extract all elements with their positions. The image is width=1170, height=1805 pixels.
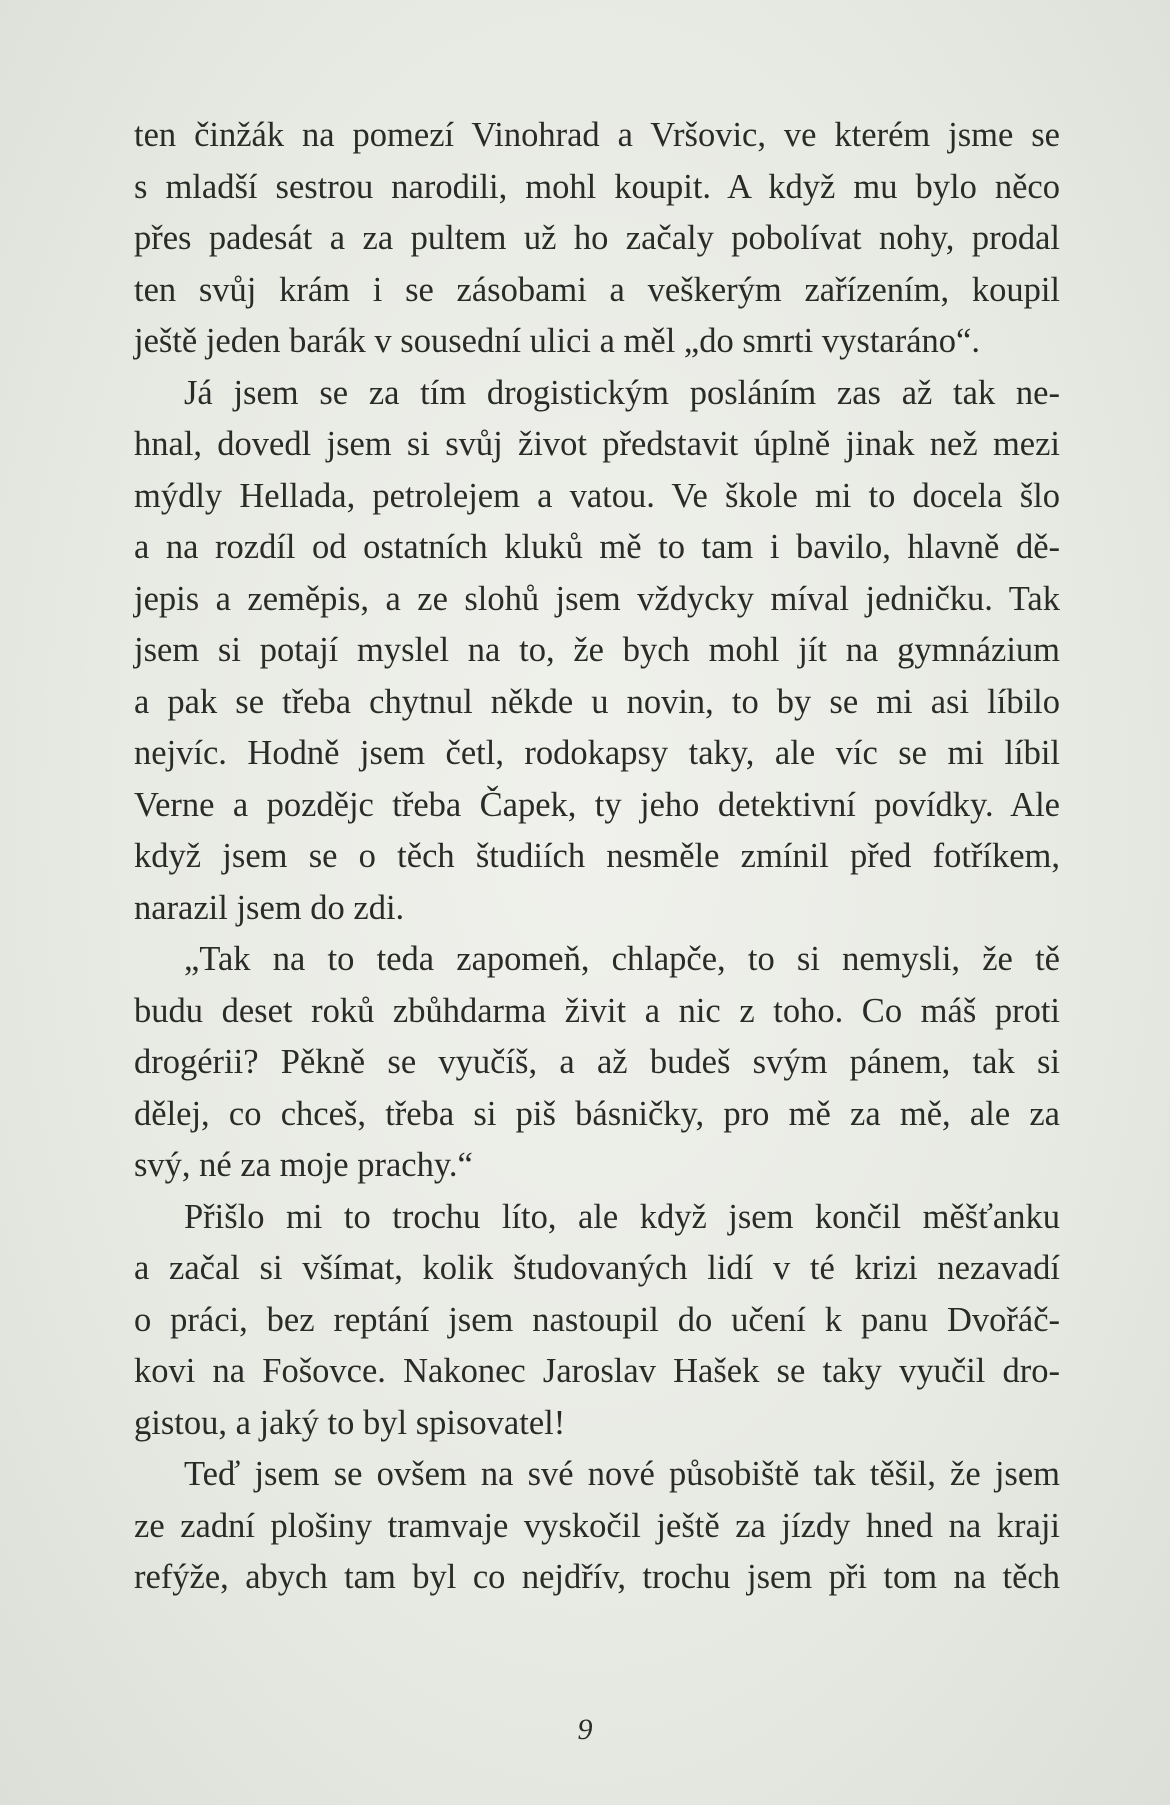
text-line: Verne a pozdějc třeba Čapek, ty jeho detektivní povídky. Ale xyxy=(134,785,1060,824)
text-line: Přišlo mi to trochu líto, ale když jsem končil měšťanku xyxy=(184,1197,1060,1236)
text-line: nejvíc. Hodně jsem četl, rodokapsy taky, ale víc se mi líbil xyxy=(134,734,1060,772)
text-line: a začal si všímat, kolik študovaných lidí v té krizi nezavadí xyxy=(134,1249,1060,1287)
text-line: drogérii? Pěkně se vyučíš, a až budeš svým pánem, tak si xyxy=(134,1043,1060,1081)
text-line: když jsem se o těch študiích nesměle zmínil před fotříkem, xyxy=(134,837,1060,875)
text-line: ten svůj krám i se zásobami a veškerým zařízením, koupil xyxy=(134,270,1060,309)
text-line: gistou, a jaký to byl spisovatel! xyxy=(134,1403,566,1442)
text-line: kovi na Fošovce. Nakonec Jaroslav Hašek se taky vyučil dro- xyxy=(134,1352,1060,1390)
text-line: ještě jeden barák v sousední ulici a měl „do smrti vystaráno“. xyxy=(134,322,980,360)
text-line: „Tak na to teda zapomeň, chlapče, to si nemysli, že tě xyxy=(184,940,1060,978)
text-line: s mladší sestrou narodili, mohl koupit. A když mu bylo něco xyxy=(134,167,1060,206)
text-line: přes padesát a za pultem už ho začaly pobolívat nohy, prodal xyxy=(134,219,1060,257)
text-line: ze zadní plošiny tramvaje vyskočil ještě za jízdy hned na kraji xyxy=(134,1506,1060,1545)
text-line: a pak se třeba chytnul někde u novin, to by se mi asi líbilo xyxy=(134,682,1060,721)
body-text xyxy=(134,110,1060,1604)
text-line: hnal, dovedl jsem si svůj život představit úplně jinak než mezi xyxy=(134,425,1060,463)
text-line: dělej, co chceš, třeba si piš básničky, pro mě za mě, ale za xyxy=(134,1094,1060,1133)
text-line: jsem si potají myslel na to, že bych mohl jít na gymnázium xyxy=(134,631,1060,669)
text-line: o práci, bez reptání jsem nastoupil do učení k panu Dvořáč- xyxy=(134,1300,1060,1339)
text-line: Já jsem se za tím drogistickým posláním zas až tak ne- xyxy=(184,373,1060,412)
text-line: refýže, abych tam byl co nejdřív, trochu jsem při tom na těch xyxy=(134,1558,1060,1596)
text-line: Teď jsem se ovšem na své nové působiště tak těšil, že jsem xyxy=(184,1455,1060,1493)
text-line: ten činžák na pomezí Vinohrad a Vršovic, ve kterém jsme se xyxy=(134,116,1060,154)
text-line: jepis a zeměpis, a ze slohů jsem vždycky míval jedničku. Tak xyxy=(134,579,1060,618)
text-line: mýdly Hellada, petrolejem a vatou. Ve škole mi to docela šlo xyxy=(134,476,1060,515)
text-line: narazil jsem do zdi. xyxy=(134,888,405,927)
text-line: svý, né za moje prachy.“ xyxy=(134,1146,473,1184)
text-line: budu deset roků zbůhdarma živit a nic z toho. Co máš proti xyxy=(134,991,1060,1030)
page-number: 9 xyxy=(577,1713,593,1746)
text-line: a na rozdíl od ostatních kluků mě to tam i bavilo, hlavně dě- xyxy=(134,528,1060,566)
